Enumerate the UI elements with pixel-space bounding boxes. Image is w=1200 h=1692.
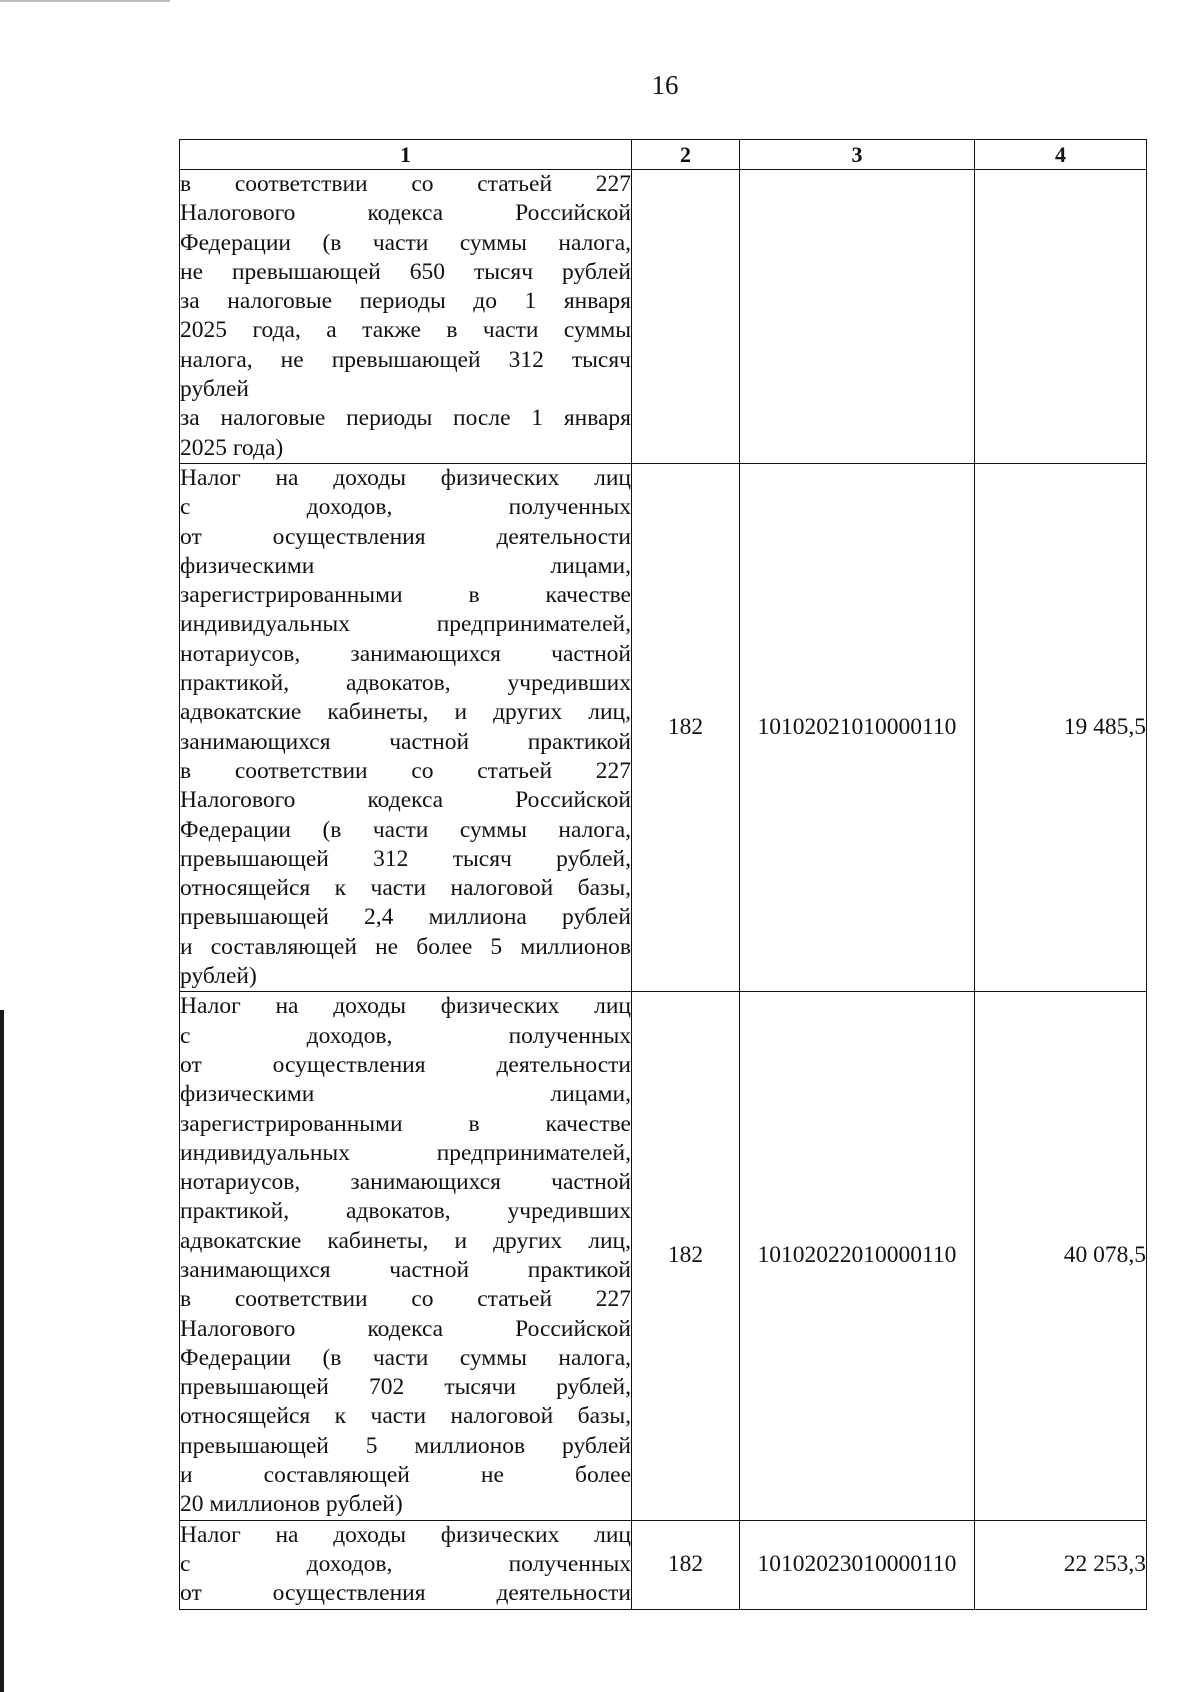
description-line: Налог на доходы физических лиц xyxy=(180,1521,631,1548)
description-line: с доходов, полученных xyxy=(180,1022,631,1049)
table-row xyxy=(180,170,1147,464)
description-line: зарегистрированными в качестве xyxy=(180,582,631,609)
description-line: не превышающей 650 тысяч рублей xyxy=(180,258,631,285)
budget-classification-code: 10102022010000110 xyxy=(740,992,975,1520)
description-line: превышающей 702 тысячи рублей, xyxy=(180,1374,631,1401)
description-line: Налогового кодекса Российской xyxy=(180,787,631,814)
column-header-4: 4 xyxy=(975,140,1147,170)
revenue-description xyxy=(180,463,632,991)
revenue-description xyxy=(180,1520,632,1609)
budget-classification-code: 10102023010000110 xyxy=(740,1520,975,1609)
description-line: и составляющей не более xyxy=(180,1462,631,1489)
description-line: адвокатские кабинеты, и других лиц, xyxy=(180,1227,631,1254)
description-line: от осуществления деятельности xyxy=(180,1051,631,1078)
table-row xyxy=(180,992,1147,1520)
description-line: рублей) xyxy=(180,963,257,990)
description-line: за налоговые периоды до 1 января xyxy=(180,288,631,315)
revenue-description xyxy=(180,170,632,464)
description-line: нотариусов, занимающихся частной xyxy=(180,640,631,667)
description-line: превышающей 5 миллионов рублей xyxy=(180,1432,631,1459)
description-line: Налогового кодекса Российской xyxy=(180,1315,631,1342)
description-line: практикой, адвокатов, учредивших xyxy=(180,1198,631,1225)
description-line: превышающей 312 тысяч рублей, xyxy=(180,845,631,872)
column-header-3: 3 xyxy=(740,140,975,170)
description-line: Федерации (в части суммы налога, xyxy=(180,229,631,256)
description-line: 20 миллионов рублей) xyxy=(180,1491,403,1518)
description-line: относящейся к части налоговой базы, xyxy=(180,875,631,902)
description-line: занимающихся частной практикой xyxy=(180,728,631,755)
revenue-description xyxy=(180,992,632,1520)
amount: 40 078,5 xyxy=(975,992,1147,1520)
description-line: превышающей 2,4 миллиона рублей xyxy=(180,904,631,931)
administrator-code: 182 xyxy=(632,463,740,991)
table-row xyxy=(180,1520,1147,1609)
amount: 22 253,3 xyxy=(975,1520,1147,1609)
description-line: с доходов, полученных xyxy=(180,494,631,521)
amount xyxy=(975,170,1147,464)
description-line: Федерации (в части суммы налога, xyxy=(180,816,631,843)
description-line: Федерации (в части суммы налога, xyxy=(180,1344,631,1371)
description-line: Налогового кодекса Российской xyxy=(180,200,631,227)
page-number: 16 xyxy=(651,70,679,100)
table-header-row xyxy=(180,140,1147,170)
description-line: адвокатские кабинеты, и других лиц, xyxy=(180,699,631,726)
budget-classification-code: 10102021010000110 xyxy=(740,463,975,991)
description-line: индивидуальных предпринимателей, xyxy=(180,1139,631,1166)
scan-edge-left xyxy=(0,1010,4,1692)
scan-edge-top xyxy=(0,0,170,2)
administrator-code: 182 xyxy=(632,992,740,1520)
administrator-code: 182 xyxy=(632,1520,740,1609)
description-line: 2025 года) xyxy=(180,434,284,461)
description-line: нотариусов, занимающихся частной xyxy=(180,1169,631,1196)
description-line: Налог на доходы физических лиц xyxy=(180,993,631,1020)
description-line: физическими лицами, xyxy=(180,552,631,579)
description-line: физическими лицами, xyxy=(180,1081,631,1108)
budget-classification-code xyxy=(740,170,975,464)
amount: 19 485,5 xyxy=(975,463,1147,991)
description-line: налога, не превышающей 312 тысяч xyxy=(180,346,631,373)
revenue-table xyxy=(179,139,1147,1610)
description-line: занимающихся частной практикой xyxy=(180,1256,631,1283)
description-line: от осуществления деятельности xyxy=(180,523,631,550)
description-line: рублей xyxy=(180,376,249,403)
description-line: в соответствии со статьей 227 xyxy=(180,171,631,197)
description-line: 2025 года, а также в части суммы xyxy=(180,317,631,344)
table-body xyxy=(180,170,1147,1610)
description-line: в соответствии со статьей 227 xyxy=(180,1286,631,1313)
table-row xyxy=(180,463,1147,991)
description-line: индивидуальных предпринимателей, xyxy=(180,611,631,638)
description-line: Налог на доходы физических лиц xyxy=(180,464,631,491)
description-line: и составляющей не более 5 миллионов xyxy=(180,933,631,960)
description-line: практикой, адвокатов, учредивших xyxy=(180,670,631,697)
description-line: в соответствии со статьей 227 xyxy=(180,757,631,784)
column-header-2: 2 xyxy=(632,140,740,170)
column-header-1: 1 xyxy=(180,140,632,170)
description-line: относящейся к части налоговой базы, xyxy=(180,1403,631,1430)
administrator-code xyxy=(632,170,740,464)
description-line: с доходов, полученных xyxy=(180,1550,631,1577)
description-line: от осуществления деятельности xyxy=(180,1580,631,1607)
description-line: за налоговые периоды после 1 января xyxy=(180,405,631,432)
description-line: зарегистрированными в качестве xyxy=(180,1110,631,1137)
